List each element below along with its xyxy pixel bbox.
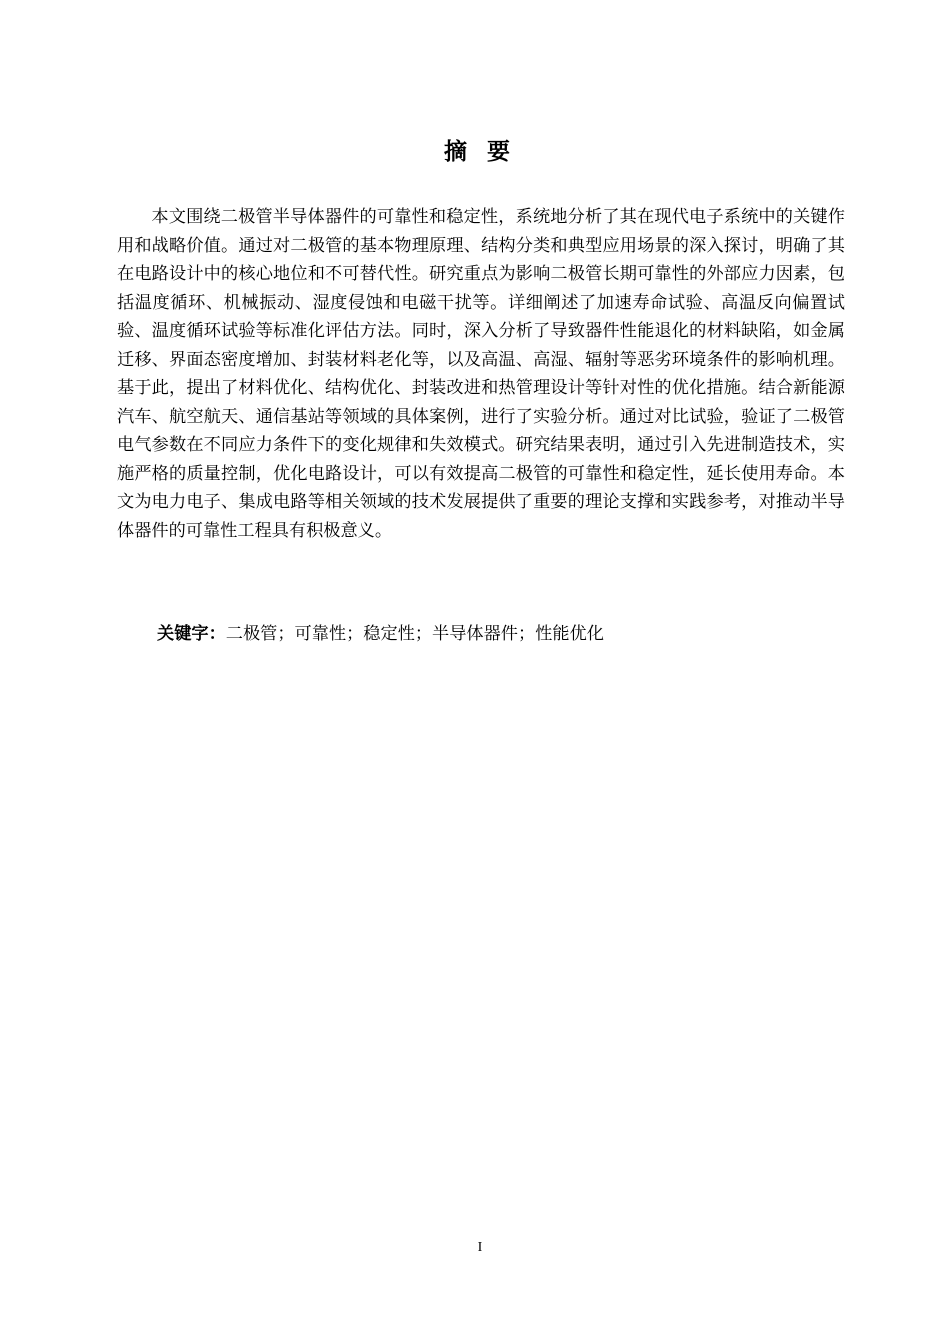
keywords-line: [157, 620, 847, 649]
keywords-list: 二极管；可靠性；稳定性；半导体器件；性能优化: [225, 624, 604, 644]
abstract-body: 本文围绕二极管半导体器件的可靠性和稳定性，系统地分析了其在现代电子系统中的关键作用和战略价值。通过对二极管的基本物理原理、结构分类和典型应用场景的深入探讨，明确了其在电路设计中的核心地位和不可替代性。研究重点为影响二极管长期可靠性的外部应力因素，包括温度循环、机械振动、湿度侵蚀和电磁干扰等。详细阐述了加速寿命试验、高温反向偏置试验、温度循环试验等标准化评估方法。同时，深入分析了导致器件性能退化的材料缺陷，如金属迁移、界面态密度增加、封装材料老化等，以及高温、高湿、辐射等恶劣环境条件的影响机理。基于此，提出了材料优化、结构优化、封装改进和热管理设计等针对性的优化措施。结合新能源汽车、航空航天、通信基站等领域的具体案例，进行了实验分析。通过对比试验，验证了二极管电气参数在不同应力条件下的变化规律和失效模式。研究结果表明，通过引入先进制造技术，实施严格的质量控制，优化电路设计，可以有效提高二极管的可靠性和稳定性，延长使用寿命。本文为电力电子、集成电路等相关领域的技术发展提供了重要的理论支撑和实践参考，对推动半导体器件的可靠性工程具有积极意义。: [117, 207, 845, 541]
page-number: I: [477, 1240, 483, 1255]
keywords-label: 关键字：: [157, 624, 226, 644]
abstract-title: 摘 要: [443, 139, 516, 165]
